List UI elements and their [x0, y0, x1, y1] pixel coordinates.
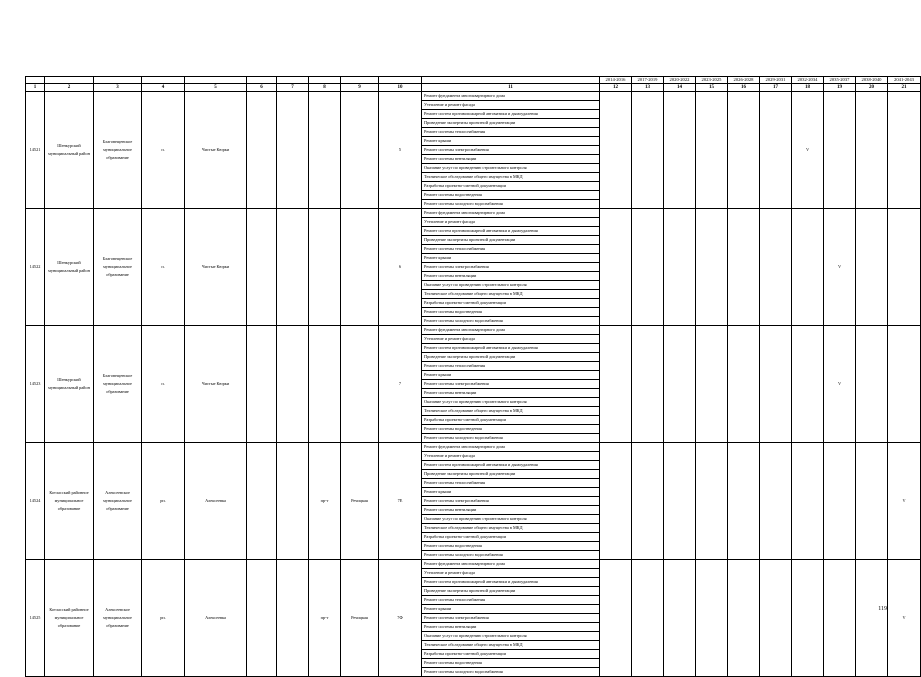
work-type-cell: Ремонт фундамента многоквартирного дома — [422, 92, 600, 101]
work-type-cell: Проведение экспертизы проектной документации — [422, 353, 600, 362]
column-number-cell: 7 — [277, 84, 309, 92]
column-number-row — [26, 84, 921, 92]
header-blank-cell — [309, 77, 341, 84]
work-type-cell: Ремонт системы электроснабжения — [422, 380, 600, 389]
blank-cell — [247, 443, 277, 560]
column-number-cell: 13 — [632, 84, 664, 92]
settlement-cell: Чистые Кюрки — [185, 209, 247, 326]
capital-repair-table — [25, 76, 921, 677]
work-type-cell: Оказание услуг по проведению строительного контроля — [422, 632, 600, 641]
work-type-cell: Разработка проектно-сметной документации — [422, 650, 600, 659]
district-cell: Котласский районное муниципальное образование — [45, 560, 94, 677]
column-number-cell: 6 — [247, 84, 277, 92]
work-type-cell: Разработка проектно-сметной документации — [422, 533, 600, 542]
work-type-cell: Проведение экспертизы проектной документации — [422, 470, 600, 479]
period-empty-cell — [600, 326, 632, 443]
work-type-cell: Проведение экспертизы проектной документации — [422, 587, 600, 596]
period-empty-cell — [664, 326, 696, 443]
period-mark-cell: V — [792, 92, 824, 209]
work-type-cell: Ремонт системы вентиляции — [422, 272, 600, 281]
header-blank-cell — [422, 77, 600, 84]
settlement-type-cell: п. — [142, 326, 185, 443]
blank-cell — [247, 326, 277, 443]
period-empty-cell — [632, 443, 664, 560]
period-empty-cell — [760, 326, 792, 443]
work-type-cell: Ремонт системы холодного водоснабжения — [422, 551, 600, 560]
record-id-cell: 14523 — [26, 326, 45, 443]
period-header-cell: 2029-2031 — [760, 77, 792, 84]
column-number-cell: 16 — [728, 84, 760, 92]
period-empty-cell — [600, 92, 632, 209]
header-blank-cell — [142, 77, 185, 84]
work-type-cell: Ремонт системы теплоснабжения — [422, 596, 600, 605]
period-header-cell: 2014-2016 — [600, 77, 632, 84]
blank-cell — [277, 209, 309, 326]
column-number-cell: 20 — [856, 84, 888, 92]
work-type-cell: Ремонт систем противопожарной автоматики и дымоудаления — [422, 344, 600, 353]
period-empty-cell — [856, 326, 888, 443]
work-type-cell: Ремонт системы вентиляции — [422, 506, 600, 515]
house-number-cell: 7 — [379, 326, 422, 443]
work-type-cell: Ремонт системы холодного водоснабжения — [422, 668, 600, 677]
header-blank-cell — [379, 77, 422, 84]
column-number-cell: 15 — [696, 84, 728, 92]
municipality-cell: Благовещенское муниципальное образование — [94, 92, 142, 209]
street-cell — [341, 209, 379, 326]
work-type-cell: Утепление и ремонт фасада — [422, 218, 600, 227]
street-type-cell: пр-т — [309, 443, 341, 560]
settlement-cell: Алексеевка — [185, 443, 247, 560]
work-type-cell: Ремонт системы теплоснабжения — [422, 362, 600, 371]
column-number-cell: 11 — [422, 84, 600, 92]
column-number-cell: 17 — [760, 84, 792, 92]
period-empty-cell — [888, 92, 921, 209]
work-type-cell: Ремонт крыши — [422, 488, 600, 497]
period-empty-cell — [856, 560, 888, 677]
column-number-cell: 8 — [309, 84, 341, 92]
period-empty-cell — [728, 560, 760, 677]
record-id-cell: 14524 — [26, 443, 45, 560]
work-row — [26, 326, 921, 335]
period-mark-cell: V — [888, 443, 921, 560]
blank-cell — [247, 92, 277, 209]
period-empty-cell — [792, 560, 824, 677]
district-cell: Шенкурский муниципальный район — [45, 92, 94, 209]
period-empty-cell — [696, 560, 728, 677]
period-empty-cell — [600, 560, 632, 677]
work-type-cell: Техническое обследование общего имущества в МКД — [422, 407, 600, 416]
page-number: 119 — [878, 606, 887, 612]
period-empty-cell — [824, 443, 856, 560]
period-mark-cell: V — [888, 560, 921, 677]
settlement-type-cell: п. — [142, 209, 185, 326]
work-type-cell: Ремонт системы электроснабжения — [422, 614, 600, 623]
work-type-cell: Ремонт крыши — [422, 605, 600, 614]
street-type-cell — [309, 326, 341, 443]
work-type-cell: Ремонт систем противопожарной автоматики и дымоудаления — [422, 578, 600, 587]
period-header-cell: 2020-2022 — [664, 77, 696, 84]
period-empty-cell — [760, 560, 792, 677]
column-number-cell: 1 — [26, 84, 45, 92]
work-type-cell: Техническое обследование общего имущества в МКД — [422, 524, 600, 533]
work-type-cell: Ремонт системы водоотведения — [422, 542, 600, 551]
period-empty-cell — [728, 92, 760, 209]
work-type-cell: Ремонт фундамента многоквартирного дома — [422, 326, 600, 335]
period-empty-cell — [664, 443, 696, 560]
work-type-cell: Ремонт крыши — [422, 371, 600, 380]
work-type-cell: Оказание услуг по проведению строительного контроля — [422, 164, 600, 173]
house-number-cell: 5 — [379, 92, 422, 209]
settlement-type-cell: п. — [142, 92, 185, 209]
record-id-cell: 14522 — [26, 209, 45, 326]
period-header-cell: 2038-2040 — [856, 77, 888, 84]
work-type-cell: Утепление и ремонт фасада — [422, 452, 600, 461]
municipality-cell: Алексеевское муниципальное образование — [94, 560, 142, 677]
street-cell — [341, 326, 379, 443]
period-empty-cell — [792, 443, 824, 560]
period-empty-cell — [600, 443, 632, 560]
period-empty-cell — [760, 443, 792, 560]
district-cell: Шенкурский муниципальный район — [45, 326, 94, 443]
header-blank-cell — [185, 77, 247, 84]
period-header-cell: 2041-2043 — [888, 77, 921, 84]
column-number-cell: 10 — [379, 84, 422, 92]
work-row — [26, 560, 921, 569]
period-empty-cell — [696, 326, 728, 443]
work-type-cell: Ремонт фундамента многоквартирного дома — [422, 560, 600, 569]
period-empty-cell — [664, 209, 696, 326]
header-blank-cell — [247, 77, 277, 84]
settlement-cell: Алексеевка — [185, 560, 247, 677]
period-header-cell: 2017-2019 — [632, 77, 664, 84]
work-type-cell: Оказание услуг по проведению строительного контроля — [422, 515, 600, 524]
work-row — [26, 209, 921, 218]
work-type-cell: Ремонт систем противопожарной автоматики и дымоудаления — [422, 461, 600, 470]
work-type-cell: Утепление и ремонт фасада — [422, 569, 600, 578]
street-type-cell: пр-т — [309, 560, 341, 677]
period-empty-cell — [632, 92, 664, 209]
column-number-cell: 5 — [185, 84, 247, 92]
work-type-cell: Ремонт системы холодного водоснабжения — [422, 317, 600, 326]
period-empty-cell — [856, 443, 888, 560]
blank-cell — [247, 560, 277, 677]
house-number-cell: 6 — [379, 209, 422, 326]
period-empty-cell — [856, 92, 888, 209]
work-type-cell: Ремонт систем противопожарной автоматики и дымоудаления — [422, 227, 600, 236]
work-type-cell: Ремонт систем противопожарной автоматики и дымоудаления — [422, 110, 600, 119]
work-type-cell: Разработка проектно-сметной документации — [422, 416, 600, 425]
period-empty-cell — [760, 92, 792, 209]
period-empty-cell — [824, 92, 856, 209]
column-number-cell: 18 — [792, 84, 824, 92]
work-type-cell: Ремонт системы холодного водоснабжения — [422, 434, 600, 443]
work-type-cell: Ремонт системы вентиляции — [422, 389, 600, 398]
work-type-cell: Оказание услуг по проведению строительного контроля — [422, 281, 600, 290]
period-header-cell: 2026-2028 — [728, 77, 760, 84]
work-type-cell: Утепление и ремонт фасада — [422, 335, 600, 344]
work-type-cell: Ремонт системы электроснабжения — [422, 263, 600, 272]
period-header-cell: 2032-2034 — [792, 77, 824, 84]
work-row — [26, 92, 921, 101]
period-empty-cell — [792, 209, 824, 326]
work-type-cell: Проведение экспертизы проектной документации — [422, 119, 600, 128]
work-type-cell: Ремонт фундамента многоквартирного дома — [422, 443, 600, 452]
period-empty-cell — [696, 92, 728, 209]
work-type-cell: Техническое обследование общего имущества в МКД — [422, 173, 600, 182]
header-blank-cell — [341, 77, 379, 84]
settlement-type-cell: рп. — [142, 560, 185, 677]
municipality-cell: Благовещенское муниципальное образование — [94, 326, 142, 443]
period-empty-cell — [664, 92, 696, 209]
column-number-cell: 19 — [824, 84, 856, 92]
street-type-cell — [309, 209, 341, 326]
period-empty-cell — [728, 209, 760, 326]
period-empty-cell — [728, 443, 760, 560]
work-type-cell: Ремонт системы теплоснабжения — [422, 128, 600, 137]
house-number-cell: 7Е — [379, 443, 422, 560]
work-type-cell: Ремонт системы водоотведения — [422, 308, 600, 317]
period-header-row — [26, 77, 921, 84]
street-cell: Речицкая — [341, 443, 379, 560]
period-empty-cell — [792, 326, 824, 443]
work-type-cell: Оказание услуг по проведению строительного контроля — [422, 398, 600, 407]
work-type-cell: Разработка проектно-сметной документации — [422, 299, 600, 308]
header-blank-cell — [277, 77, 309, 84]
work-type-cell: Ремонт крыши — [422, 137, 600, 146]
work-type-cell: Ремонт системы теплоснабжения — [422, 245, 600, 254]
period-mark-cell: V — [824, 209, 856, 326]
period-mark-cell: V — [824, 326, 856, 443]
street-cell: Речицкая — [341, 560, 379, 677]
blank-cell — [277, 560, 309, 677]
period-empty-cell — [888, 209, 921, 326]
record-id-cell: 14525 — [26, 560, 45, 677]
work-type-cell: Ремонт системы водоотведения — [422, 425, 600, 434]
column-number-cell: 2 — [45, 84, 94, 92]
district-cell: Шенкурский муниципальный район — [45, 209, 94, 326]
header-blank-cell — [94, 77, 142, 84]
column-number-cell: 3 — [94, 84, 142, 92]
column-number-cell: 14 — [664, 84, 696, 92]
column-number-cell: 9 — [341, 84, 379, 92]
period-empty-cell — [632, 209, 664, 326]
period-header-cell: 2035-2037 — [824, 77, 856, 84]
work-type-cell: Техническое обследование общего имущества в МКД — [422, 641, 600, 650]
period-empty-cell — [632, 560, 664, 677]
blank-cell — [277, 326, 309, 443]
work-row — [26, 443, 921, 452]
blank-cell — [277, 443, 309, 560]
record-id-cell: 14521 — [26, 92, 45, 209]
period-empty-cell — [696, 209, 728, 326]
column-number-cell: 4 — [142, 84, 185, 92]
work-type-cell: Ремонт системы водоотведения — [422, 659, 600, 668]
settlement-type-cell: рп. — [142, 443, 185, 560]
period-empty-cell — [696, 443, 728, 560]
work-type-cell: Ремонт системы водоотведения — [422, 191, 600, 200]
work-type-cell: Ремонт системы вентиляции — [422, 623, 600, 632]
period-empty-cell — [664, 560, 696, 677]
work-type-cell: Ремонт крыши — [422, 254, 600, 263]
house-number-cell: 7Ф — [379, 560, 422, 677]
period-empty-cell — [824, 560, 856, 677]
blank-cell — [247, 209, 277, 326]
settlement-cell: Чистые Кюрки — [185, 92, 247, 209]
period-empty-cell — [856, 209, 888, 326]
period-empty-cell — [600, 209, 632, 326]
period-empty-cell — [888, 326, 921, 443]
settlement-cell: Чистые Кюрки — [185, 326, 247, 443]
period-empty-cell — [632, 326, 664, 443]
work-type-cell: Ремонт системы вентиляции — [422, 155, 600, 164]
column-number-cell: 21 — [888, 84, 921, 92]
work-type-cell: Ремонт системы электроснабжения — [422, 146, 600, 155]
district-cell: Котласский районное муниципальное образование — [45, 443, 94, 560]
period-empty-cell — [760, 209, 792, 326]
work-type-cell: Разработка проектно-сметной документации — [422, 182, 600, 191]
work-type-cell: Ремонт системы теплоснабжения — [422, 479, 600, 488]
street-type-cell — [309, 92, 341, 209]
blank-cell — [277, 92, 309, 209]
municipality-cell: Благовещенское муниципальное образование — [94, 209, 142, 326]
work-type-cell: Проведение экспертизы проектной документации — [422, 236, 600, 245]
header-blank-cell — [45, 77, 94, 84]
work-type-cell: Техническое обследование общего имущества в МКД — [422, 290, 600, 299]
street-cell — [341, 92, 379, 209]
header-blank-cell — [26, 77, 45, 84]
period-header-cell: 2023-2025 — [696, 77, 728, 84]
work-type-cell: Утепление и ремонт фасада — [422, 101, 600, 110]
work-type-cell: Ремонт системы холодного водоснабжения — [422, 200, 600, 209]
work-type-cell: Ремонт фундамента многоквартирного дома — [422, 209, 600, 218]
municipality-cell: Алексеевское муниципальное образование — [94, 443, 142, 560]
work-type-cell: Ремонт системы электроснабжения — [422, 497, 600, 506]
column-number-cell: 12 — [600, 84, 632, 92]
period-empty-cell — [728, 326, 760, 443]
